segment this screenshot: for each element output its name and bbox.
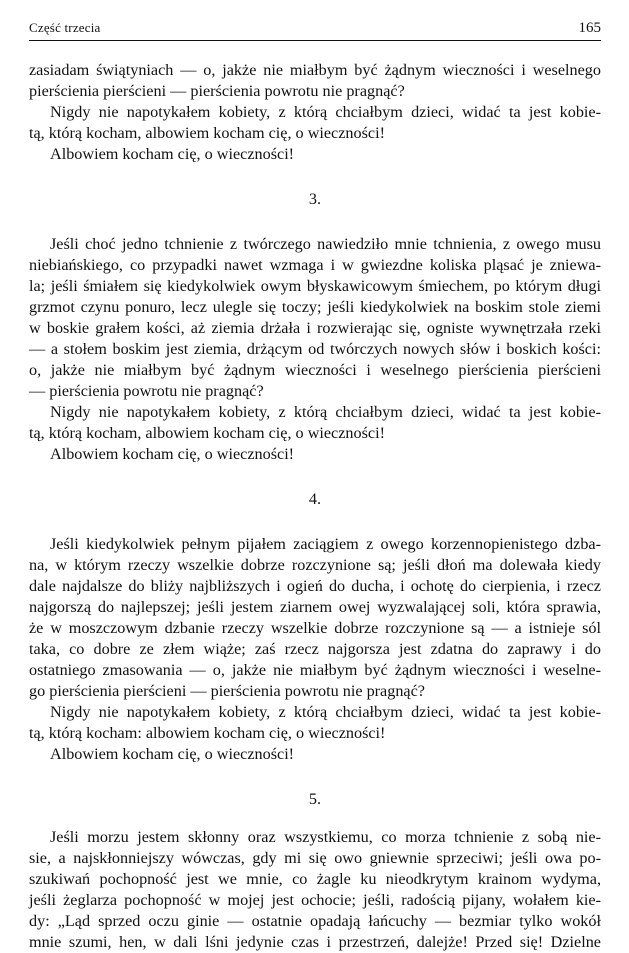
section-number: 4. xyxy=(308,490,322,508)
text-line: go pierścienia pierścieni — pierścienia powrotu nie pragnąć? xyxy=(29,682,425,700)
text-line: Jeśli kiedykolwiek pełnym pijałem zaciągiem z owego korzennopienistego dzba- xyxy=(50,535,601,553)
page-header xyxy=(29,16,601,41)
text-line: najgorszą do najlepszej; jeśli jestem ziarnem owej wyzwalającej soli, która sprawia, xyxy=(29,598,601,616)
text-line: dy: „Ląd sprzed oczu ginie — ostatnie opadają łańcuchy — bezmiar tylko wokół xyxy=(29,912,601,930)
text-line: niebiańskiego, co przypadki nawet wzmaga i w gwiezdne koliska pląsać je zniewa- xyxy=(29,256,601,274)
text-line: sie, a najskłonniejszy wówczas, gdy mi się owo gniewnie sprzeciwi; jeśli owa po- xyxy=(29,849,601,867)
text-line: o, jakże nie miałbym być żądnym wieczności i weselnego pierścienia pierścieni xyxy=(29,361,601,379)
page-body xyxy=(29,60,601,953)
text-line: Albowiem kocham cię, o wieczności! xyxy=(50,445,295,463)
running-title: Część trzecia xyxy=(29,20,101,35)
text-line: tą, którą kocham, albowiem kocham cię, o wieczności! xyxy=(29,124,385,142)
text-line: ostatniego zmasowania — o, jakże nie miałbym być żądnym wieczności i weselne- xyxy=(29,661,601,679)
text-line: grzmot czynu ponuro, lecz ulegle się toczy; jeśli kiedykolwiek na boskim stole ziemi xyxy=(29,298,601,316)
text-line: Albowiem kocham cię, o wieczności! xyxy=(50,145,295,163)
text-line: Nigdy nie napotykałem kobiety, z którą chciałbym dzieci, widać ta jest kobie- xyxy=(50,403,601,421)
text-line: — a stołem boskim jest ziemia, drżącym od twórczych nowych słów i boskich kości: xyxy=(29,340,601,358)
text-line: la; jeśli śmiałem się kiedykolwiek owym błyskawicowym śmiechem, po którym długi xyxy=(29,277,601,295)
section-number: 3. xyxy=(308,190,322,208)
text-line: szukiwań pochopność jest we mnie, co żagle ku nieodkrytym krainom wydyma, xyxy=(29,870,601,888)
text-line: taka, co dobre ze złem wiąże; zaś rzecz najgorsza jest zdatna do zaprawy i do xyxy=(29,640,601,658)
text-line: — pierścienia powrotu nie pragnąć? xyxy=(29,382,264,400)
text-line: Nigdy nie napotykałem kobiety, z którą chciałbym dzieci, widać ta jest kobie- xyxy=(50,703,601,721)
section-number: 5. xyxy=(308,790,322,808)
text-line: dale najdalsze do bliży najbliższych i ogień do ducha, i ochotę do cierpienia, i rzecz xyxy=(29,577,601,595)
text-line: jeśli żeglarza pochopność w mojej jest ochocie; jeśli, radością pijany, wołałem kie- xyxy=(29,891,601,909)
text-line: Albowiem kocham cię, o wieczności! xyxy=(50,745,295,763)
text-line: tą, którą kocham, albowiem kocham cię, o wieczności! xyxy=(29,424,385,442)
text-line: zasiadam świątyniach — o, jakże nie miałbym być żądnym wieczności i weselnego xyxy=(29,61,601,79)
text-line: Jeśli morzu jestem skłonny oraz wszystkiemu, co morza tchnienie z sobą nie- xyxy=(50,828,601,846)
text-line: że w moszczowym dzbanie rzeczy wszelkie dobrze rozczynione są — a istnieje sól xyxy=(29,619,601,637)
page-number: 165 xyxy=(578,20,601,36)
text-line: Jeśli choć jedno tchnienie z twórczego nawiedziło mnie tchnienia, z owego musu xyxy=(50,235,601,253)
text-line: Nigdy nie napotykałem kobiety, z którą chciałbym dzieci, widać ta jest kobie- xyxy=(50,103,601,121)
text-line: pierścienia pierścieni — pierścienia powrotu nie pragnąć? xyxy=(29,82,405,100)
text-line: w boskie grałem kości, aż ziemia drżała i rozwierając się, ogniste wywnętrzała rzeki xyxy=(29,319,601,337)
text-line: na, w którym rzeczy wszelkie dobrze rozczynione są; jeśli dłoń ma dolewała kiedy xyxy=(29,556,601,574)
text-line: tą, którą kocham: albowiem kocham cię, o wieczności! xyxy=(29,724,386,742)
text-line: mnie szumi, hen, w dali lśni jedynie czas i przestrzeń, dalejże! Przed się! Dzielne xyxy=(29,933,601,951)
